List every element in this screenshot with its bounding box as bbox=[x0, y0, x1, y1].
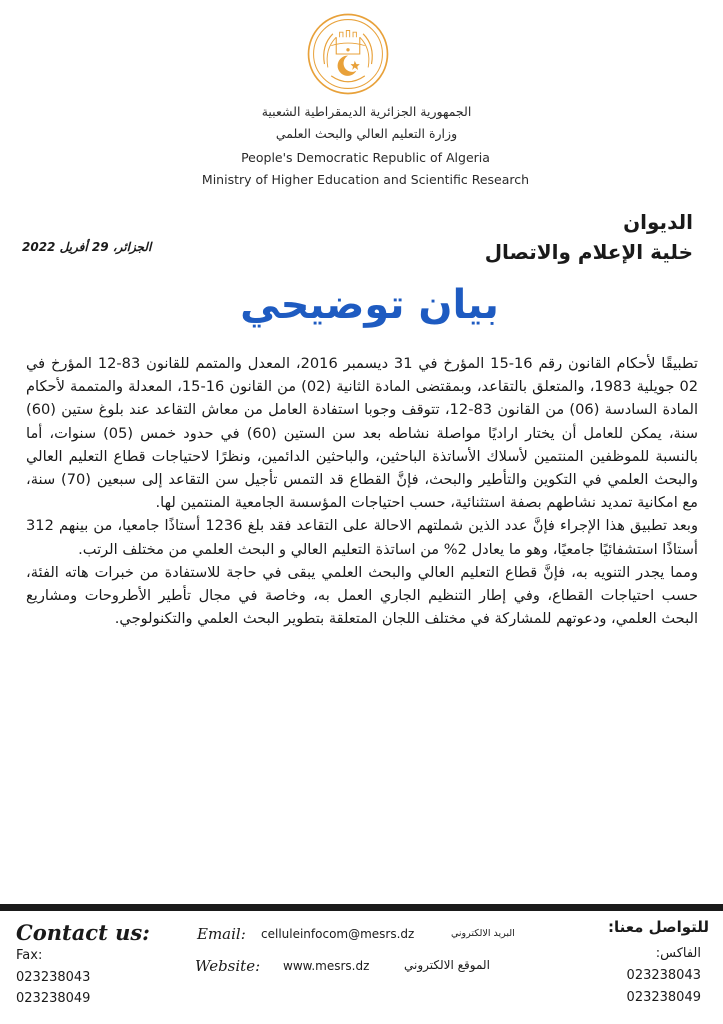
fax-number-1-ar: 023238043 bbox=[626, 968, 701, 983]
contact-heading-ar: للتواصل معنا: bbox=[607, 918, 709, 936]
fax-label-en: Fax: bbox=[16, 948, 43, 963]
document-body bbox=[26, 352, 698, 630]
contact-heading-en: Contact us: bbox=[16, 920, 150, 945]
fax-number-2-en: 023238049 bbox=[16, 991, 91, 1006]
office-unit: خلية الإعلام والاتصال bbox=[484, 240, 693, 264]
website-label-en: Website: bbox=[195, 957, 261, 975]
office-name: الديوان bbox=[623, 210, 693, 234]
header-ministry-ar: وزارة التعليم العالي والبحث العلمي bbox=[275, 126, 458, 141]
document-date: الجزائر، 29 أفريل 2022 bbox=[22, 240, 152, 254]
algeria-emblem-icon bbox=[306, 12, 390, 96]
website-link[interactable]: www.mesrs.dz bbox=[283, 959, 370, 973]
header-republic-en: People's Democratic Republic of Algeria bbox=[241, 150, 490, 165]
header-ministry-en: Ministry of Higher Education and Scientific Research bbox=[201, 172, 530, 187]
website-label-ar: الموقع الالكتروني bbox=[404, 958, 490, 972]
fax-number-1-en: 023238043 bbox=[16, 970, 91, 985]
email-link[interactable]: celluleinfocom@mesrs.dz bbox=[261, 927, 415, 941]
fax-label-ar: الفاكس: bbox=[655, 946, 701, 961]
fax-number-2-ar: 023238049 bbox=[626, 990, 701, 1005]
footer-divider bbox=[0, 904, 723, 911]
body-paragraph-2: وبعد تطبيق هذا الإجراء فإنَّ عدد الذين شملتهم الاحالة على التقاعد فقد بلغ 1236 أستاذًا جامعيا، من بينهم 312 أستاذًا استشفائيًا جامعيًا، وهو ما يعادل 2% من اساتذة التعليم العالي و البحث العلمي من مختلف الرتب. bbox=[26, 517, 698, 558]
document-title: بيان توضيحي bbox=[240, 282, 499, 328]
email-label-ar: البريد الالكتروني bbox=[451, 928, 515, 939]
body-paragraph-1: تطبيقًا لأحكام القانون رقم 16-15 المؤرخ في 31 ديسمبر 2016، المعدل والمتمم للقانون 83-12 المؤرخ في 02 جويلية 1983، والمتعلق بالتقاعد، وبمقتضى المادة الثانية (02) من القانون 16-15، المعدلة والمتممة لأحكام المادة السادسة (06) من القانون 83-12، تتوقف وجوبا استفادة العامل من معاش التقاعد عند بلوغ ستين (60) سنة، يمكن للعامل أن يختار اراديًا مواصلة نشاطه بعد سن الستين (60) في حدود خمس (05) سنوات، أما بالنسبة للموظفين المنتمين لأسلاك الأساتذة الباحثين، والباحثين الدائمين، ونظرًا لاحتياجات قطاع التعليم العالي والبحث العلمي في التكوين والتأطير والبحث، فإنَّ القطاع قد التمس تأجيل سن التقاعد إلى سبعين (70) سنة، مع امكانية تمديد نشاطهم بصفة استثنائية، حسب احتياجات المؤسسة الجامعية المنتمين لها. bbox=[26, 355, 699, 512]
email-label-en: Email: bbox=[197, 925, 246, 943]
body-paragraph-3: ومما يجدر التنويه به، فإنَّ قطاع التعليم العالي والبحث العلمي يبقى في حاجة للاستفادة من خبرات هاته الفئة، حسب احتياجات القطاع، وفي إطار التنظيم الجاري العمل به، وخاصة في مجال تأطير الأطروحات ومشاريع البحث العلمي، ودعوتهم للمشاركة في مختلف اللجان المتعلقة بتطوير البحث العلمي والتكنولوجي. bbox=[26, 563, 698, 628]
header-republic-ar: الجمهورية الجزائرية الديمقراطية الشعبية bbox=[261, 104, 472, 119]
